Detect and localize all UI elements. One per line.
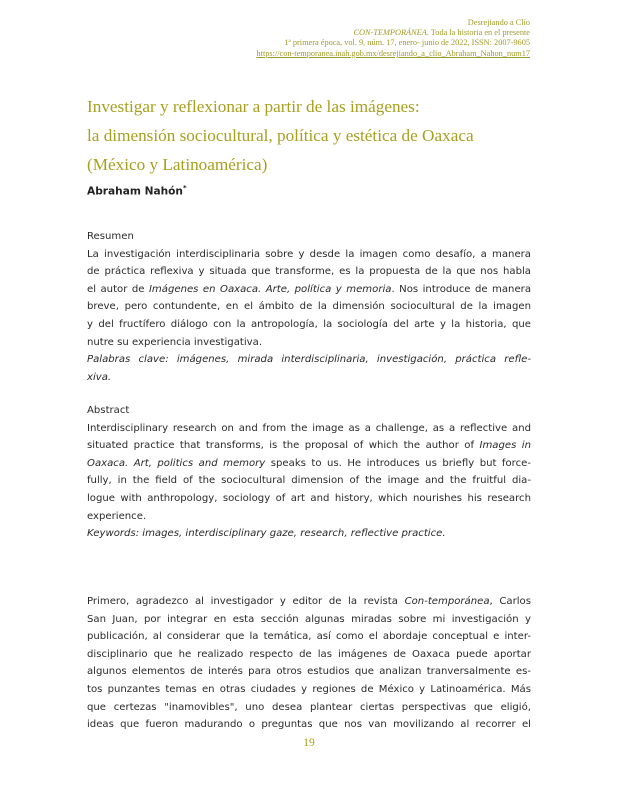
italic-text: Con-temporánea [404, 596, 490, 607]
text-line: publicación, al considerar que la temática, así como el abordaje conceptual e inter- [87, 631, 531, 643]
text-line: La investigación interdisciplinaria sobre y desde la imagen como desafío, a manera [87, 248, 531, 260]
running-header [257, 18, 531, 59]
text-line: Palabras clave: imágenes, mirada interdisciplinaria, investigación, práctica refle- [87, 354, 531, 366]
author-name [87, 184, 187, 198]
author-name-text: Abraham Nahón [87, 185, 183, 198]
italic-text: Imágenes en Oaxaca. Arte, política y memoria [148, 283, 392, 295]
text-line: situated practice that transforms, is the proposal of which the author of Images in [87, 440, 532, 452]
text-line: nutre su experiencia investigativa. [87, 336, 263, 348]
italic-text: Oaxaca. Art, politics and memory [87, 457, 266, 469]
text-line: Interdisciplinary research on and from the image as a challenge, as a reflective and [87, 422, 531, 434]
text-line: de práctica reflexiva y situada que transforme, es la propuesta de la que nos habla [87, 266, 531, 278]
text-line: ideas que fueron madurando o preguntas que nos van movilizando al recorrer el [87, 719, 531, 731]
text-line: disciplinario que he realizado respecto de las imágenes de Oaxaca puede aportar [87, 648, 531, 660]
article-title [87, 92, 547, 179]
text-line: el autor de Imágenes en Oaxaca. Arte, política y memoria. Nos introduce de manera [87, 283, 532, 295]
author-footnote-mark[interactable]: * [182, 184, 187, 192]
text-line: Oaxaca. Art, politics and memory speaks to us. He introduces us briefly but force- [87, 457, 531, 469]
text-line: tos punzantes temas en otras ciudades y regiones de México y Latinoamérica. Más [87, 683, 531, 695]
abstract-section [87, 402, 531, 543]
text-line: breve, pero contundente, en el ámbito de la dimensión sociocultural de la imagen [87, 301, 531, 313]
text-line: y del fructífero diálogo con la antropología, la sociología del arte y la historia, que [87, 318, 531, 330]
resumen-section [87, 228, 531, 386]
text-line: que certezas "inamovibles", uno desea plantear ciertas perspectivas que eligió, [87, 701, 531, 713]
resumen-heading: Resumen [87, 231, 134, 242]
text-line: Keywords: images, interdisciplinary gaze, research, reflective practice. [87, 528, 446, 540]
header-section-name: Desrejiando a Clío [467, 18, 530, 27]
header-journal-subtitle: . Toda la historia en el presente [426, 28, 530, 38]
title-line-3: (México y Latinoamérica) [87, 155, 268, 174]
header-journal-name: CON-TEMPORÁNEA [353, 28, 427, 38]
title-line-1: Investigar y reflexionar a partir de las imágenes: [87, 97, 420, 116]
body-text [87, 593, 531, 734]
text-line: logue with anthropology, sociology of art and history, which nourishes his research [87, 492, 531, 504]
text-line: xiva. [87, 371, 112, 383]
page-number: 19 [303, 737, 315, 749]
header-journal [257, 28, 531, 38]
text-line: algunos elementos de interés para otros estudios que analizan tranversalmente es- [87, 666, 531, 678]
resumen-text [87, 246, 531, 352]
body-paragraph [87, 593, 531, 734]
abstract-text [87, 420, 531, 526]
abstract-heading: Abstract [87, 405, 130, 416]
italic-text: Images in [479, 440, 532, 452]
text-line: experience. [87, 510, 147, 522]
text-line: San Juan, por integrar en esta sección algunas miradas sobre mi investigación y [87, 613, 531, 625]
abstract-keywords [87, 525, 531, 543]
title-line-2: la dimensión sociocultural, política y estética de Oaxaca [87, 126, 474, 145]
text-line: Primero, agradezco al investigador y editor de la revista Con-temporánea, Carlos [87, 596, 531, 607]
resumen-keywords [87, 351, 531, 386]
text-line: fully, in the field of the sociocultural dimension of the image and the fruitful dia- [87, 475, 531, 487]
header-issue-info: 1ª primera época, vol. 9, núm. 17, enero- junio de 2022, ISSN: 2007-9605 [284, 38, 530, 48]
header-url-link[interactable]: https://con-temporanea.inah.gob.mx/desrejiando_a_clio_Abraham_Nahon_num17 [256, 48, 530, 58]
